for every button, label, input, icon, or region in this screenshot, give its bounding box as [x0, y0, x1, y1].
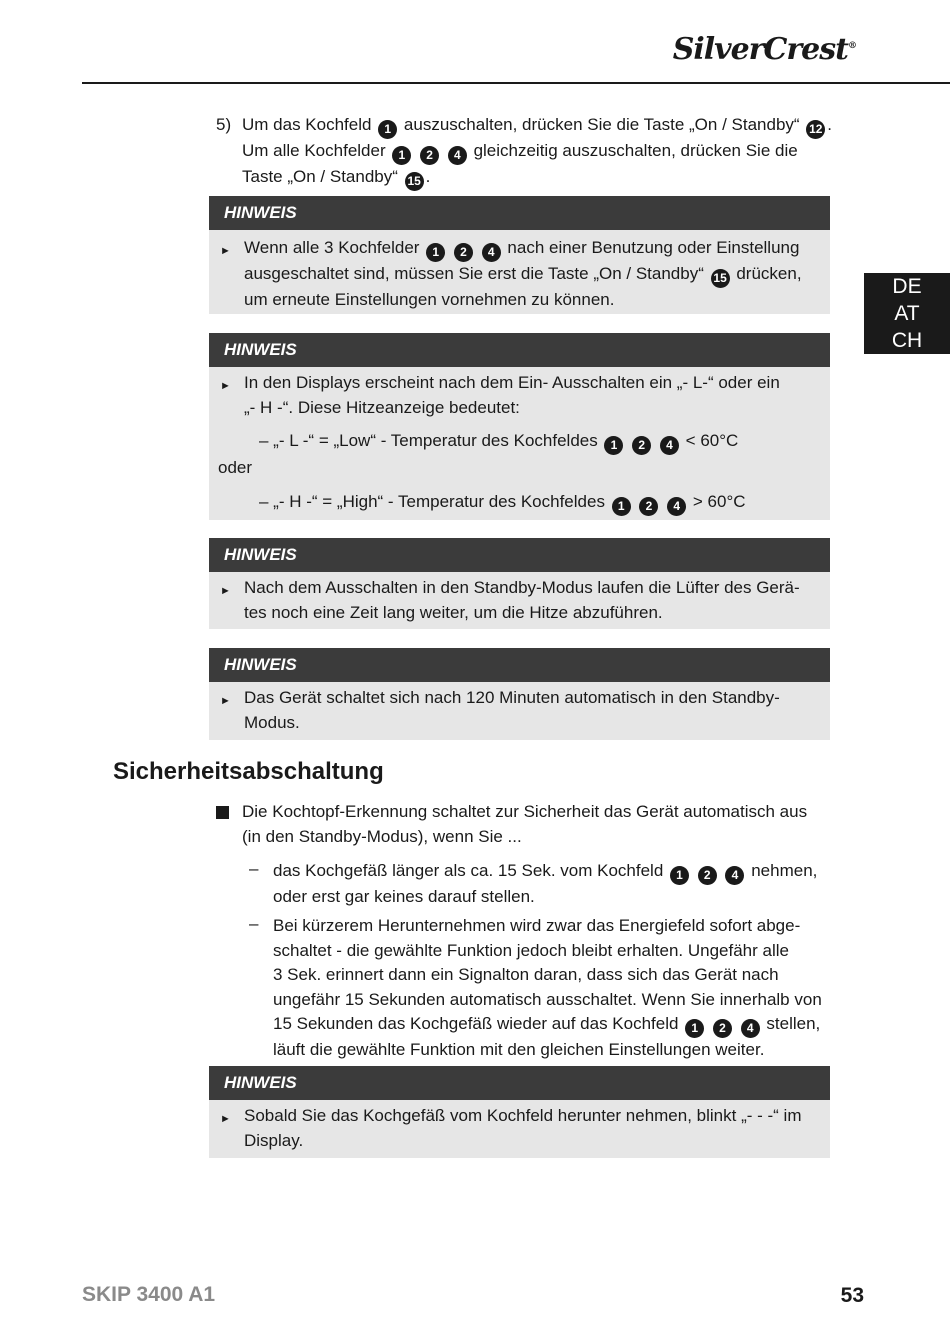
badge-1: 1	[426, 243, 445, 262]
language-tab	[864, 273, 950, 354]
section-intro: Die Kochtopf-Erkennung schaltet zur Sicherheit das Gerät automatisch aus (in den Standby-Modus), wenn Sie ...	[242, 802, 808, 846]
arrow-icon: ►	[220, 380, 231, 392]
badge-2: 2	[420, 146, 439, 165]
section-title: Sicherheitsabschaltung	[113, 758, 384, 785]
badge-2: 2	[698, 866, 717, 885]
note-title: HINWEIS	[209, 1066, 830, 1100]
square-bullet-icon	[216, 806, 229, 819]
lang-ch: CH	[891, 329, 923, 352]
badge-1: 1	[378, 120, 397, 139]
step-number: 5)	[216, 115, 232, 134]
note-title: HINWEIS	[209, 333, 830, 367]
badge-1: 1	[670, 866, 689, 885]
step-text: Um das Kochfeld 1 auszuschalten, drücken Sie die Taste „On / Standby“ 12 . Um alle Kochfelder 1 2 4 gleichzeitig auszuschalten, drücken Sie die Taste „On / Standby“ 15 .	[242, 113, 832, 191]
badge-1: 1	[612, 497, 631, 516]
badge-4: 4	[667, 497, 686, 516]
note-box: HINWEIS ► Wenn alle 3 Kochfelder 1 2 4 nach einer Benutzung oder Einstellung ausgeschaltet sind, müssen Sie erst die Taste „On / Standby“ 15 drücken, um erneute Einstellungen vornehmen zu können.	[209, 196, 830, 314]
note-box: HINWEIS ► In den Displays erscheint nach dem Ein- Ausschalten ein „- L-“ oder ein „- H -“. Diese Hitzeanzeige bedeutet: – „- L -“ = „Low“ - Temperatur des Kochfeldes 1 2 4 < 60°C oder – „- H -“ = „High“ - Temperatur des Kochfeldes 1 2 4 > 60°C	[209, 333, 830, 520]
badge-4: 4	[482, 243, 501, 262]
badge-4: 4	[725, 866, 744, 885]
badge-2: 2	[639, 497, 658, 516]
arrow-icon: ►	[220, 585, 231, 597]
note-title: HINWEIS	[209, 648, 830, 682]
badge-2: 2	[713, 1019, 732, 1038]
footer-model: SKIP 3400 A1	[82, 1283, 216, 1306]
badge-15: 15	[405, 172, 424, 191]
badge-12: 12	[806, 120, 825, 139]
oder-text: oder	[218, 458, 253, 477]
page-number: 53	[840, 1284, 864, 1307]
note-box: HINWEIS ► Das Gerät schaltet sich nach 120 Minuten automatisch in den Standby- Modus.	[209, 648, 830, 740]
note-title: HINWEIS	[209, 196, 830, 230]
dash-bullet: –	[249, 914, 259, 933]
badge-2: 2	[632, 436, 651, 455]
arrow-icon: ►	[220, 1113, 231, 1125]
dash-bullet: –	[249, 859, 259, 878]
badge-1: 1	[685, 1019, 704, 1038]
brand-logo: SilverCrest®	[672, 32, 856, 67]
dash-item: das Kochgefäß länger als ca. 15 Sek. vom Kochfeld 1 2 4 nehmen, oder erst gar keines darauf stellen.	[273, 861, 818, 906]
note-title: HINWEIS	[209, 538, 830, 572]
badge-4: 4	[448, 146, 467, 165]
badge-4: 4	[660, 436, 679, 455]
badge-2: 2	[454, 243, 473, 262]
high-line: – „- H -“ = „High“ - Temperatur des Kochfeldes 1 2 4 > 60°C	[259, 490, 746, 516]
lang-de: DE	[892, 275, 922, 298]
badge-15: 15	[711, 269, 730, 288]
dash-item: Bei kürzerem Herunternehmen wird zwar das Energiefeld sofort abge- schaltet - die gewählte Funktion jedoch bleibt erhalten. Ungefähr alle 3 Sek. erinnert dann ein Signalton daran, dass sich das Gerät nach ungefähr 15 Sekunden automatisch ausschaltet. Wenn Sie innerhalb von 15 Sekunden das Kochgefäß wieder auf das Kochfeld 1 2 4 stellen, läuft die gewählte Funktion mit den gleichen Einstellungen weiter.	[273, 916, 822, 1059]
note-box: HINWEIS ► Nach dem Ausschalten in den Standby-Modus laufen die Lüfter des Gerä- tes noch eine Zeit lang weiter, um die Hitze abzuführen.	[209, 538, 830, 629]
header-rule	[82, 82, 950, 84]
badge-1: 1	[392, 146, 411, 165]
arrow-icon: ►	[220, 695, 231, 707]
low-line: – „- L -“ = „Low“ - Temperatur des Kochfeldes 1 2 4 < 60°C	[259, 429, 738, 455]
arrow-icon: ►	[220, 245, 231, 257]
note-box: HINWEIS ► Sobald Sie das Kochgefäß vom Kochfeld herunter nehmen, blinkt „- - -“ im Display.	[209, 1066, 830, 1158]
badge-1: 1	[604, 436, 623, 455]
badge-4: 4	[741, 1019, 760, 1038]
lang-at: AT	[894, 302, 920, 325]
